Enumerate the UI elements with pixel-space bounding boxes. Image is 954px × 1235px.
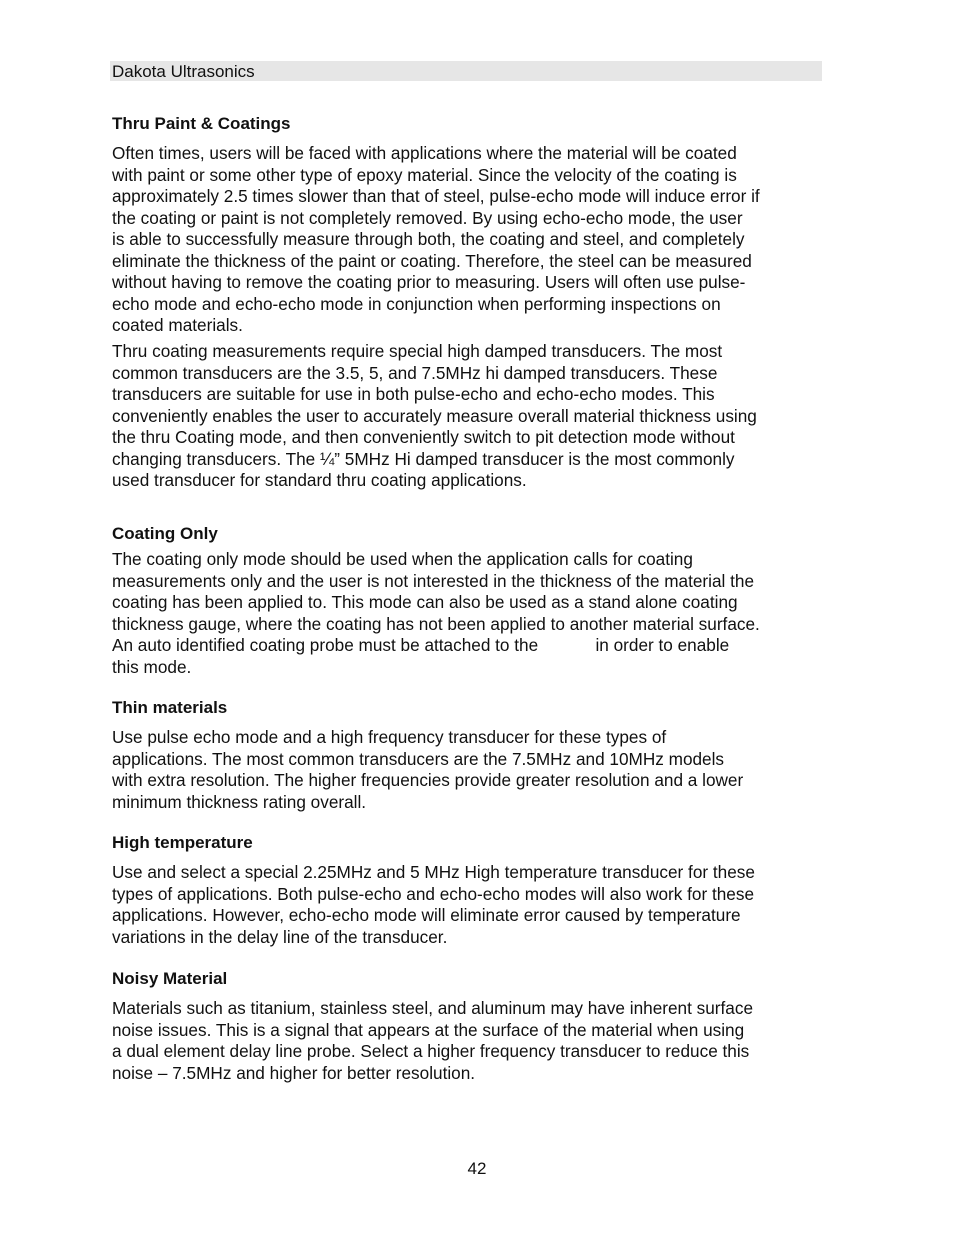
text-line: Materials such as titanium, stainless steel, and aluminum may have inherent surface	[112, 998, 754, 1018]
text-line: eliminate the thickness of the paint or coating. Therefore, the steel can be measured	[112, 250, 752, 271]
text-line: coating has been applied to. This mode can also be used as a stand alone coating	[112, 592, 738, 612]
text-line: with extra resolution. The higher frequencies provide greater resolution and a lower	[112, 770, 744, 790]
paragraph-coating-only	[112, 549, 824, 678]
text-line: this mode.	[112, 656, 192, 677]
header-title: Dakota Ultrasonics	[112, 62, 255, 81]
paragraph-thin-materials	[112, 727, 824, 813]
text-line: minimum thickness rating overall.	[112, 791, 367, 812]
text-line: variations in the delay line of the transducer.	[112, 926, 448, 947]
text-line: applications. However, echo-echo mode will eliminate error caused by temperature	[112, 905, 741, 925]
text-line: thickness gauge, where the coating has not been applied to another material surface.	[112, 613, 760, 634]
section-heading-thru-paint: Thru Paint & Coatings	[112, 114, 291, 133]
text-line: types of applications. Both pulse-echo and echo-echo modes will also work for these	[112, 883, 755, 904]
paragraph-thru-paint-2	[112, 341, 824, 492]
text-line: applications. The most common transducers are the 7.5MHz and 10MHz models	[112, 748, 725, 769]
paragraph-noisy-material	[112, 998, 824, 1084]
text-line: noise – 7.5MHz and higher for better resolution.	[112, 1062, 476, 1083]
text-line: echo mode and echo-echo mode in conjunction when performing inspections on	[112, 293, 721, 314]
text-line: used transducer for standard thru coating applications.	[112, 470, 527, 490]
section-heading-coating-only: Coating Only	[112, 524, 218, 543]
text-line: measurements only and the user is not interested in the thickness of the material the	[112, 570, 755, 591]
text-line: Thru coating measurements require special high damped transducers. The most	[112, 341, 723, 361]
text-line: transducers are suitable for use in both pulse-echo and echo-echo modes. This	[112, 384, 715, 404]
paragraph-high-temperature	[112, 862, 824, 948]
text-line: the thru Coating mode, and then conveniently switch to pit detection mode without	[112, 427, 735, 447]
section-heading-thin-materials: Thin materials	[112, 698, 228, 717]
text-line: coated materials.	[112, 315, 243, 335]
text-line: conveniently enables the user to accurately measure overall material thickness using	[112, 405, 757, 426]
text-line: noise issues. This is a signal that appears at the surface of the material when using	[112, 1019, 745, 1040]
text-line: Use and select a special 2.25MHz and 5 MHz High temperature transducer for these	[112, 862, 755, 882]
text-line: a dual element delay line probe. Select a higher frequency transducer to reduce this	[112, 1041, 750, 1061]
text-line: the coating or paint is not completely removed. By using echo-echo mode, the user	[112, 207, 743, 228]
page-number: 42	[467, 1159, 487, 1178]
text-line: changing transducers. The ¼” 5MHz Hi damped transducer is the most commonly	[112, 448, 735, 469]
text-line: is able to successfully measure through both, the coating and steel, and completely	[112, 229, 745, 249]
section-heading-high-temperature: High temperature	[112, 833, 253, 852]
section-heading-noisy-material: Noisy Material	[112, 969, 228, 988]
text-line: common transducers are the 3.5, 5, and 7.5MHz hi damped transducers. These	[112, 362, 718, 383]
text-line: approximately 2.5 times slower than that of steel, pulse-echo mode will induce error if	[112, 186, 760, 206]
text-line: with paint or some other type of epoxy material. Since the velocity of the coating is	[112, 164, 737, 185]
text-line: The coating only mode should be used when the application calls for coating	[112, 549, 693, 569]
text-line: An auto identified coating probe must be attached to the in order to enable	[112, 635, 730, 655]
text-line: Often times, users will be faced with applications where the material will be coated	[112, 143, 737, 163]
text-line: without having to remove the coating prior to measuring. Users will often use pulse-	[112, 272, 746, 292]
running-header	[110, 61, 822, 81]
paragraph-thru-paint-1	[112, 143, 824, 337]
text-line: Use pulse echo mode and a high frequency transducer for these types of	[112, 727, 667, 747]
